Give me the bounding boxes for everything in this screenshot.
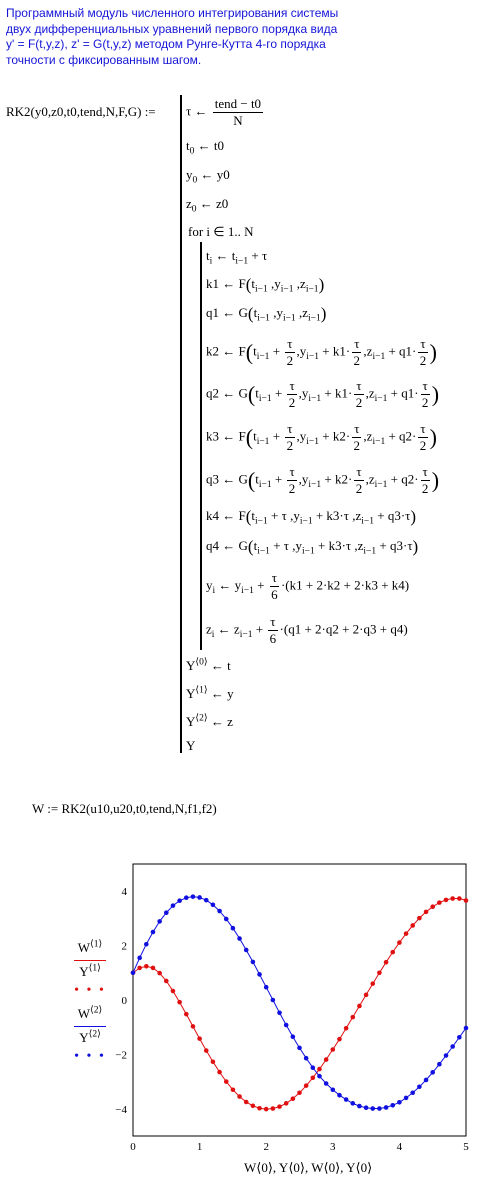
series-2-point bbox=[197, 895, 202, 900]
series-2-point bbox=[324, 1081, 329, 1086]
series-1-point bbox=[390, 950, 395, 955]
series-2-point bbox=[317, 1074, 322, 1079]
series-1-point bbox=[424, 910, 429, 915]
series-2-point bbox=[244, 948, 249, 953]
series-1-point bbox=[464, 898, 469, 903]
series-1-point bbox=[377, 971, 382, 976]
series-1-point bbox=[217, 1070, 222, 1075]
series-1-point bbox=[224, 1079, 229, 1084]
series-2-point bbox=[144, 942, 149, 947]
series-1-point bbox=[304, 1083, 309, 1088]
legend-y2-label: $Y^{⟨2⟩}$ bbox=[79, 1029, 101, 1045]
series-1-point bbox=[324, 1057, 329, 1062]
series-1-point bbox=[450, 896, 455, 901]
series-1-point bbox=[457, 896, 462, 901]
solution-plot[interactable] bbox=[0, 860, 492, 1180]
description-line: y' = F(t,y,z), z' = G(t,y,z) методом Рунге-Кутта 4-го порядка bbox=[6, 37, 326, 51]
series-1-point bbox=[364, 993, 369, 998]
series-1-point bbox=[331, 1047, 336, 1052]
tau-assignment[interactable] bbox=[186, 96, 265, 129]
series-1-point bbox=[137, 966, 142, 971]
series-1-point bbox=[171, 989, 176, 994]
series-2-point bbox=[264, 985, 269, 990]
series-2-point bbox=[364, 1105, 369, 1110]
legend-y1-label: $Y^{⟨1⟩}$ bbox=[79, 963, 101, 979]
loop-k4-line[interactable]: k4 ← $F(t_{i-1} + \tau$ $,y_{i-1} + k3\cdot\tau$ $,z_{i-1} + q3\cdot\tau$) bbox=[206, 507, 417, 527]
description-line: двух дифференциальных уравнений первого порядка вида bbox=[6, 21, 338, 36]
loop-k2-line[interactable]: k2 ← $F(t_{i-1}$ + $\frac{\tau}{2}$ $,y_{i-1} + k1\cdot$ $\frac{\tau}{2}$ $,z_{i-1} + q1\cdot$ $\frac{\tau}{2}$ ) bbox=[206, 336, 437, 368]
series-1-point bbox=[157, 971, 162, 976]
series-2-point bbox=[311, 1065, 316, 1070]
series-1-point bbox=[417, 916, 422, 921]
series-1-point bbox=[284, 1101, 289, 1106]
series-1-point bbox=[271, 1106, 276, 1111]
series-2-point bbox=[384, 1105, 389, 1110]
series-2-point bbox=[424, 1078, 429, 1083]
series-1-point bbox=[444, 898, 449, 903]
series-2-point bbox=[257, 972, 262, 977]
series-1-point bbox=[370, 981, 375, 986]
series-1-point bbox=[337, 1037, 342, 1042]
series-1-point bbox=[344, 1026, 349, 1031]
result-y1-line[interactable]: $Y^{⟨1⟩}$ ← y bbox=[186, 685, 234, 701]
series-2-point bbox=[177, 898, 182, 903]
series-2-point bbox=[377, 1106, 382, 1111]
series-1-point bbox=[404, 931, 409, 936]
program-signature[interactable]: RK2(y0,z0,t0,tend,N,F,G) := bbox=[6, 104, 156, 119]
series-2-point bbox=[457, 1035, 462, 1040]
result-y0-line[interactable]: $Y^{⟨0⟩}$ ← t bbox=[186, 657, 231, 673]
series-2-point bbox=[291, 1034, 296, 1039]
series-2-point bbox=[131, 971, 136, 976]
series-1-point bbox=[231, 1087, 236, 1092]
series-1-point bbox=[211, 1059, 216, 1064]
result-y2-line[interactable]: $Y^{⟨2⟩}$ ← z bbox=[186, 713, 233, 729]
series-2-point bbox=[171, 903, 176, 908]
series-2-point bbox=[370, 1106, 375, 1111]
series-2-point bbox=[417, 1084, 422, 1089]
series-2-point bbox=[284, 1023, 289, 1028]
series-2-point bbox=[331, 1087, 336, 1092]
plot-frame bbox=[133, 864, 466, 1136]
for-loop-header[interactable]: for i ∈ 1.. N bbox=[188, 224, 254, 239]
series-2-point bbox=[450, 1044, 455, 1049]
loop-q1-line[interactable]: q1 ← $G(t_{i-1}$ $,y_{i-1}$ $,z_{i-1}$) bbox=[206, 304, 327, 324]
x-tick-label: 4 bbox=[396, 1141, 403, 1153]
series-1-point bbox=[164, 979, 169, 984]
series-2-point bbox=[344, 1097, 349, 1102]
tau-denominator: N bbox=[233, 113, 243, 128]
x-tick-label: 1 bbox=[196, 1141, 203, 1153]
result-return-line[interactable]: Y bbox=[186, 738, 196, 753]
series-2-point bbox=[337, 1093, 342, 1098]
loop-k1-line[interactable]: k1 ← $F(t_{i-1}$ $,y_{i-1}$ $,z_{i-1}$) bbox=[206, 275, 325, 295]
tau-lhs: τ ← bbox=[186, 103, 208, 119]
series-2-point bbox=[217, 909, 222, 914]
series-1-point bbox=[277, 1104, 282, 1109]
series-line-2 bbox=[133, 897, 466, 1109]
series-2-point bbox=[191, 894, 196, 899]
y-tick-label: −4 bbox=[115, 1103, 127, 1116]
series-1-point bbox=[291, 1096, 296, 1101]
series-1-point bbox=[257, 1106, 262, 1111]
series-2-point bbox=[357, 1104, 362, 1109]
loop-z-line[interactable]: $z_i$ ← $z_{i-1}$ + $\frac{\tau}{6}$ ·(q1 + 2·q2 + 2·q3 + q4) bbox=[206, 614, 408, 646]
series-1-point bbox=[384, 960, 389, 965]
series-1-point bbox=[317, 1067, 322, 1072]
y-tick-label: 2 bbox=[121, 940, 127, 953]
series-2-point bbox=[444, 1053, 449, 1058]
series-1-point bbox=[357, 1004, 362, 1009]
series-2-point bbox=[304, 1056, 309, 1061]
series-1-point bbox=[197, 1036, 202, 1041]
series-1-point bbox=[151, 966, 156, 971]
series-2-point bbox=[350, 1101, 355, 1106]
x-tick-label: 0 bbox=[130, 1141, 136, 1153]
description-line: Программный модуль численного интегрирования системы bbox=[6, 6, 339, 20]
series-2-point bbox=[137, 956, 142, 961]
series-1-point bbox=[204, 1048, 209, 1053]
series-2-point bbox=[410, 1090, 415, 1095]
series-2-point bbox=[184, 895, 189, 900]
y-tick-label: 0 bbox=[121, 995, 127, 1007]
series-1-point bbox=[297, 1090, 302, 1095]
x-axis-label: W⟨0⟩, Y⟨0⟩, W⟨0⟩, Y⟨0⟩ bbox=[244, 1160, 373, 1175]
description-line: точности с фиксированным шагом. bbox=[6, 52, 202, 67]
program-outer-bar bbox=[180, 95, 182, 753]
series-1-point bbox=[264, 1107, 269, 1112]
series-2-point bbox=[271, 998, 276, 1003]
series-1-point bbox=[244, 1100, 249, 1105]
series-2-point bbox=[251, 960, 256, 965]
series-2-point bbox=[404, 1096, 409, 1101]
series-2-point bbox=[430, 1070, 435, 1075]
loop-q4-line[interactable]: q4 ← $G(t_{i-1} + \tau$ $,y_{i-1} + k3\cdot\tau$ $,z_{i-1} + q3\cdot\tau$) bbox=[206, 537, 419, 557]
loop-y-line[interactable]: $y_i$ ← $y_{i-1}$ + $\frac{\tau}{6}$ ·(k1 + 2·k2 + 2·k3 + k4) bbox=[206, 570, 410, 602]
series-2-point bbox=[397, 1100, 402, 1105]
legend-w2-label: $W^{⟨2⟩}$ bbox=[77, 1005, 103, 1021]
series-2-point bbox=[237, 936, 242, 941]
series-2-point bbox=[297, 1046, 302, 1051]
tau-numerator: tend − t0 bbox=[214, 96, 262, 111]
series-1-point bbox=[350, 1015, 355, 1020]
for-loop-bar bbox=[200, 242, 202, 650]
series-2-point bbox=[151, 930, 156, 935]
legend-y1-dots: • • • bbox=[74, 983, 106, 998]
series-2-point bbox=[211, 903, 216, 908]
x-tick-label: 3 bbox=[330, 1141, 336, 1153]
series-2-point bbox=[231, 926, 236, 931]
series-1-point bbox=[191, 1024, 196, 1029]
series-1-point bbox=[430, 904, 435, 909]
tau-fraction bbox=[213, 96, 263, 129]
series-1-point bbox=[397, 940, 402, 945]
loop-q2-line[interactable]: q2 ← $G(t_{i-1}$ + $\frac{\tau}{2}$ $,y_{i-1} + k1\cdot$ $\frac{\tau}{2}$ $,z_{i-1} + q1\cdot$ $\frac{\tau}{2}$ ) bbox=[206, 378, 440, 410]
series-2-point bbox=[464, 1026, 469, 1031]
series-2-point bbox=[437, 1062, 442, 1067]
series-line-1 bbox=[133, 899, 466, 1110]
legend-w1-label: $W^{⟨1⟩}$ bbox=[77, 939, 103, 955]
y-tick-label: 4 bbox=[121, 886, 127, 899]
z0-assignment[interactable]: $z_0$ ← z0 bbox=[186, 196, 229, 215]
series-2-point bbox=[164, 910, 169, 915]
x-tick-label: 2 bbox=[263, 1141, 269, 1153]
series-2-point bbox=[224, 917, 229, 922]
series-1-point bbox=[437, 900, 442, 905]
legend-y2-dots: • • • bbox=[74, 1049, 106, 1064]
series-1-point bbox=[410, 923, 415, 928]
x-tick-label: 5 bbox=[463, 1141, 469, 1153]
y-tick-label: −2 bbox=[115, 1049, 127, 1062]
series-1-point bbox=[237, 1094, 242, 1099]
series-2-point bbox=[157, 919, 162, 924]
series-1-point bbox=[251, 1104, 256, 1109]
series-1-point bbox=[177, 1000, 182, 1005]
series-2-point bbox=[390, 1103, 395, 1108]
series-1-point bbox=[184, 1012, 189, 1017]
series-2-point bbox=[277, 1010, 282, 1015]
series-1-point bbox=[311, 1075, 316, 1080]
loop-k3-line[interactable]: k3 ← $F(t_{i-1}$ + $\frac{\tau}{2}$ $,y_{i-1} + k2\cdot$ $\frac{\tau}{2}$ $,z_{i-1} + q2\cdot$ $\frac{\tau}{2}$ ) bbox=[206, 421, 437, 453]
series-1-point bbox=[144, 964, 149, 969]
call-line[interactable]: W := RK2(u10,u20,t0,tend,N,f1,f2) bbox=[32, 801, 217, 816]
series-2-point bbox=[204, 898, 209, 903]
y0-assignment[interactable]: $y_0$ ← y0 bbox=[186, 167, 230, 186]
description-block bbox=[6, 6, 338, 68]
t0-assignment[interactable]: $t_0$ ← t0 bbox=[186, 138, 224, 157]
loop-t-line[interactable]: $t_i$ ← $t_{i-1} + \tau$ bbox=[206, 248, 268, 267]
loop-q3-line[interactable]: q3 ← $G(t_{i-1}$ + $\frac{\tau}{2}$ $,y_{i-1} + k2\cdot$ $\frac{\tau}{2}$ $,z_{i-1} + q2\cdot$ $\frac{\tau}{2}$ ) bbox=[206, 464, 440, 496]
